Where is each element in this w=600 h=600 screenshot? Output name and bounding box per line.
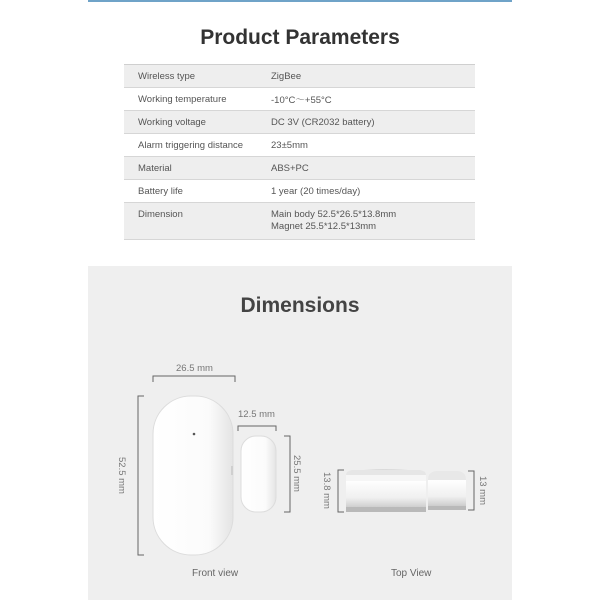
width-label: 26.5 mm [176,363,213,374]
top-view-caption: Top View [391,568,432,579]
top-accent-line [88,0,512,2]
table-row [124,65,475,88]
param-value: -10°C～+55°C [257,88,475,111]
param-label: Battery life [124,180,257,203]
table-row [124,157,475,180]
body-thickness-label: 13.8 mm [320,472,332,509]
param-label: Working temperature [124,88,257,111]
param-value: ZigBee [257,65,475,88]
table-row [124,203,475,240]
front-view-caption: Front view [192,568,239,579]
param-value: ABS+PC [257,157,475,180]
magnet-height-label: 25.5 mm [290,455,302,492]
param-value: DC 3V (CR2032 battery) [257,111,475,134]
param-label: Working voltage [124,111,257,134]
magnet-top [428,471,466,510]
height-label: 52.5 mm [115,457,127,494]
magnet-width-label: 12.5 mm [238,409,275,420]
main-body-front [153,396,233,555]
param-value-line: Magnet 25.5*12.5*13mm [271,221,377,232]
param-value: 23±5mm [257,134,475,157]
param-label: Dimension [124,203,257,240]
dimensions-panel [88,266,512,600]
param-value: 1 year (20 times/day) [257,180,475,203]
table-row [124,134,475,157]
table-row [124,111,475,134]
param-label: Wireless type [124,65,257,88]
magnet-thickness-label: 13 mm [477,475,489,506]
dimension-drawing [88,266,512,600]
page-title: Product Parameters [200,26,400,49]
param-value [257,203,475,240]
param-label: Alarm triggering distance [124,134,257,157]
dimensions-title: Dimensions [240,294,360,317]
main-body-top [346,469,426,512]
param-label: Material [124,157,257,180]
table-row [124,88,475,111]
parameters-table [124,64,475,240]
magnet-front [241,436,276,512]
param-value-line: Main body 52.5*26.5*13.8mm [271,209,397,220]
table-row [124,180,475,203]
